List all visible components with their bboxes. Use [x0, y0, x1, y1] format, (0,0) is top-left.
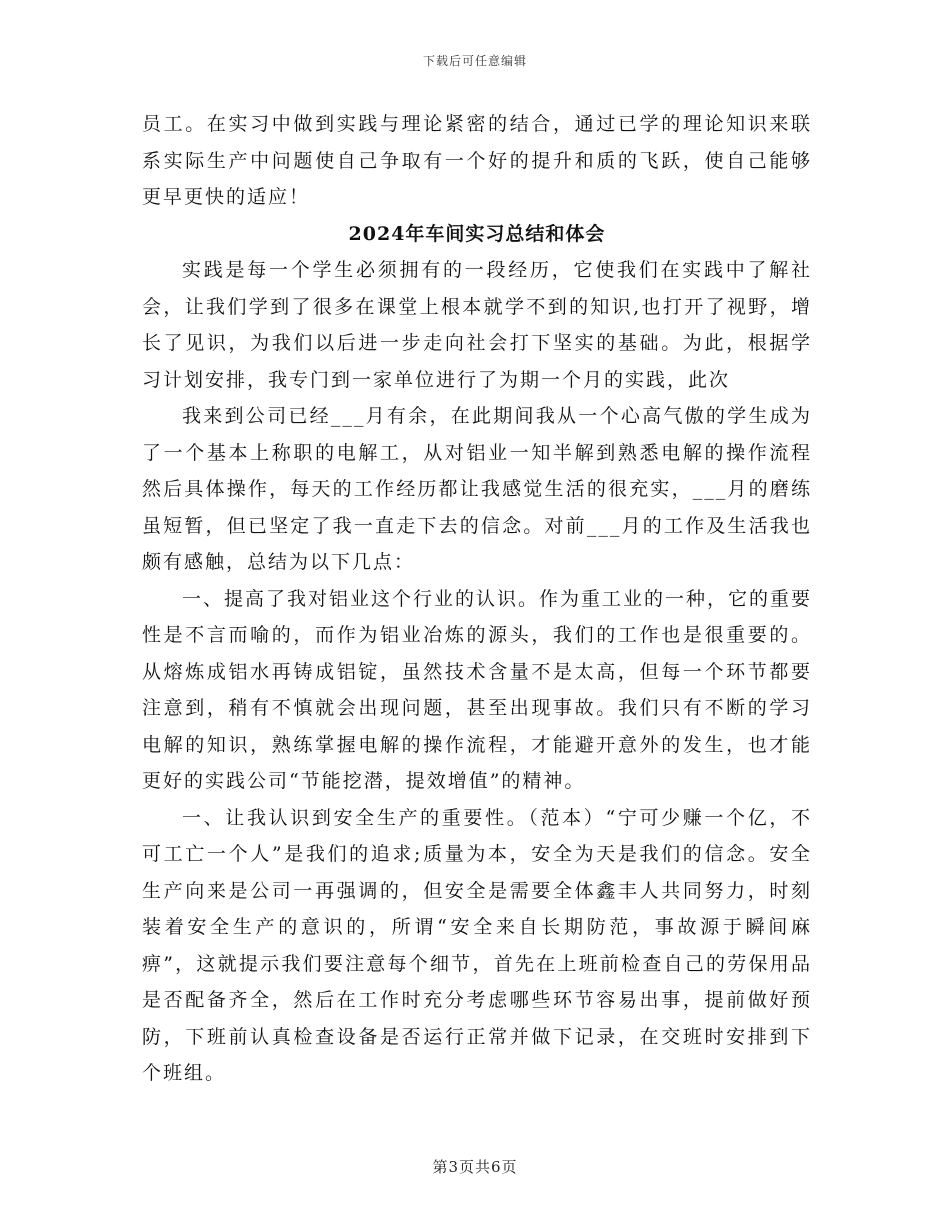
paragraph-intro: 实践是每一个学生必须拥有的一段经历，它使我们在实践中了解社会，让我们学到了很多在课堂上根本就学不到的知识,也打开了视野，增长了见识，为我们以后进一步走向社会打下坚实的基础。为此，根据学习计划安排，我专门到一家单位进行了为期一个月的实践，此次 — [142, 259, 812, 391]
document-body — [142, 106, 812, 1092]
paragraph-point-safety: 一、让我认识到安全生产的重要性。（范本）“宁可少赚一个亿，不可工亡一个人”是我们的追求;质量为本，安全为天是我们的信念。安全生产向来是公司一再强调的，但安全是需要全体鑫丰人共同努力，时刻装着安全生产的意识的，所谓“安全来自长期防范，事故源于瞬间麻痹”，这就提示我们要注意每个细节，首先在上班前检查自己的劳保用品是否配备齐全，然后在工作时充分考虑哪些环节容易出事，提前做好预防，下班前认真检查设备是否运行正常并做下记录，在交班时安排到下个班组。 — [142, 806, 812, 1084]
paragraph-experience: 我来到公司已经___月有余，在此期间我从一个心高气傲的学生成为了一个基本上称职的电解工，从对铝业一知半解到熟悉电解的操作流程然后具体操作，每天的工作经历都让我感觉生活的很充实，___月的磨练虽短暂，但已坚定了我一直走下去的信念。对前___月的工作及生活我也颇有感触，总结为以下几点： — [142, 405, 812, 573]
page-header: 下载后可任意编辑 — [422, 54, 527, 68]
lead-paragraph: 员工。在实习中做到实践与理论紧密的结合，通过已学的理论知识来联系实际生产中问题使自己争取有一个好的提升和质的飞跃，使自己能够更早更快的适应！ — [142, 113, 812, 208]
page-footer: 第3页共6页 — [432, 1158, 518, 1176]
document-title: 2024年车间实习总结和体会 — [348, 222, 606, 245]
paragraph-point-industry: 一、提高了我对铝业这个行业的认识。作为重工业的一种，它的重要性是不言而喻的，而作为铝业冶炼的源头，我们的工作也是很重要的。从熔炼成铝水再铸成铝锭，虽然技术含量不是太高，但每一个环节都要注意到，稍有不慎就会出现问题，甚至出现事故。我们只有不断的学习电解的知识，熟练掌握电解的操作流程，才能避开意外的发生，也才能更好的实践公司“节能挖潜，提效增值”的精神。 — [142, 587, 813, 792]
